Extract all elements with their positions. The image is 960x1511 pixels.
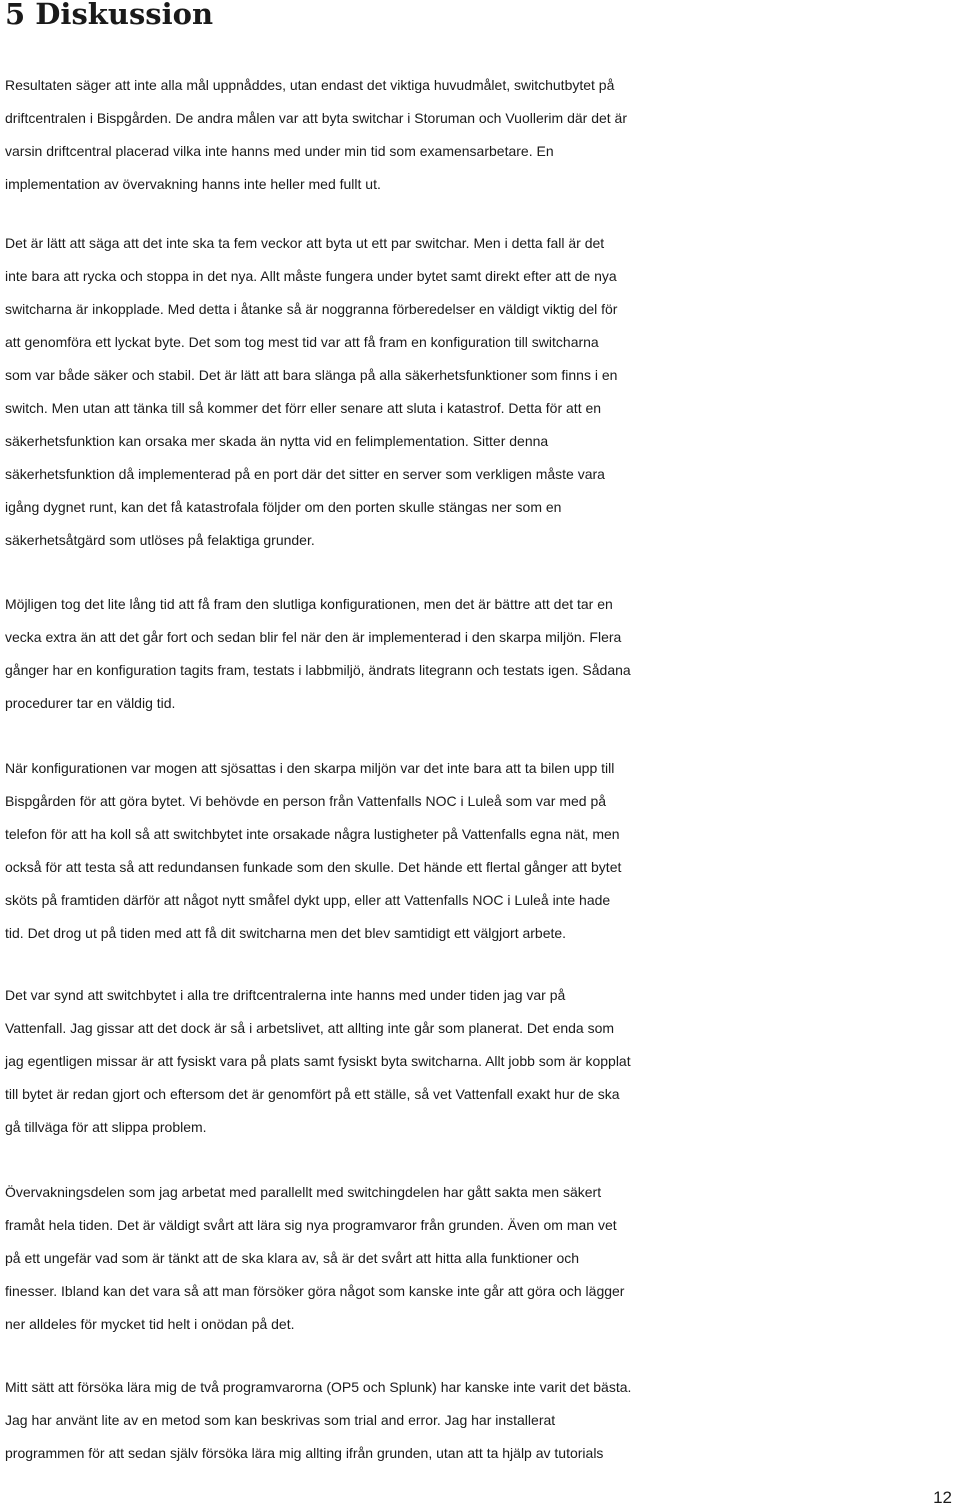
text-line: Det är lätt att säga att det inte ska ta fem veckor att byta ut ett par switchar. Men i detta fall är det — [5, 235, 605, 251]
text-line: telefon för att ha koll så att switchbytet inte orsakade några lustigheter på Vattenfalls egna nät, men — [5, 826, 620, 842]
text-line: Vattenfall. Jag gissar att det dock är så i arbetslivet, att allting inte går som planerat. Det enda som — [5, 1020, 615, 1036]
text-line: också för att testa så att redundansen funkade som den skulle. Det hände ett flertal gånger att bytet — [5, 859, 622, 875]
text-line: Övervakningsdelen som jag arbetat med parallellt med switchingdelen har gått sakta men säkert — [5, 1184, 602, 1200]
paragraph-results — [5, 69, 957, 201]
text-line: Bispgården för att göra bytet. Vi behövde en person från Vattenfalls NOC i Luleå som var med på — [5, 793, 607, 809]
section-heading: 5 Diskussion — [5, 0, 214, 31]
text-line: Resultaten säger att inte alla mål uppnåddes, utan endast det viktiga huvudmålet, switchutbytet på — [5, 77, 615, 93]
text-line: switcharna är inkopplade. Med detta i åtanke så är noggranna förberedelser en väldigt viktig del för — [5, 301, 618, 317]
text-line: implementation av övervakning hanns inte heller med fullt ut. — [5, 176, 381, 192]
paragraph-monitoring — [5, 1176, 957, 1341]
text-line: säkerhetsfunktion kan orsaka mer skada än nytta vid en felimplementation. Sitter denna — [5, 433, 549, 449]
text-line: Jag har använt lite av en metod som kan beskrivas som trial and error. Jag har installerat — [5, 1412, 556, 1428]
text-line: på ett ungefär vad som är tänkt att de ska klara av, så är det svårt att hitta alla funktioner och — [5, 1250, 580, 1266]
text-line: som var både säker och stabil. Det är lätt att bara slänga på alla säkerhetsfunktioner som finns i en — [5, 367, 618, 383]
text-line: vecka extra än att det går fort och sedan blir fel när den är implementerad i den skarpa miljön. Flera — [5, 629, 622, 645]
text-line: procedurer tar en väldig tid. — [5, 695, 176, 711]
text-line: att genomföra ett lyckat byte. Det som tog mest tid var att få fram en konfiguration till switcharna — [5, 334, 599, 350]
page-number: 12 — [933, 1488, 952, 1507]
paragraph-switch-replacement — [5, 227, 957, 557]
text-line: tid. Det drog ut på tiden med att få dit switcharna men det blev samtidigt ett välgjort arbete. — [5, 925, 567, 941]
text-line: säkerhetsåtgärd som utlöses på felaktiga grunder. — [5, 532, 315, 548]
text-line: ner alldeles för mycket tid helt i onödan på det. — [5, 1316, 295, 1332]
text-line: säkerhetsfunktion då implementerad på en port där det sitter en server som verkligen måste vara — [5, 466, 605, 482]
text-line: Möjligen tog det lite lång tid att få fram den slutliga konfigurationen, men det är bättre att det tar en — [5, 596, 613, 612]
text-line: inte bara att rycka och stoppa in det nya. Allt måste fungera under bytet samt direkt efter att de nya — [5, 268, 617, 284]
text-line: gånger har en konfiguration tagits fram, testats i labbmiljö, ändrats litegrann och testats igen. Sådana — [5, 662, 631, 678]
text-line: till bytet är redan gjort och eftersom det är genomfört på ett ställe, så vet Vattenfall exakt hur de ska — [5, 1086, 620, 1102]
text-line: driftcentralen i Bispgården. De andra målen var att byta switchar i Storuman och Vuollerim där det är — [5, 110, 628, 126]
text-line: sköts på framtiden därför att något nytt småfel dykt upp, eller att Vattenfalls NOC i Luleå inte hade — [5, 892, 611, 908]
document-page — [5, 0, 957, 1461]
text-line: jag egentligen missar är att fysiskt vara på plats samt fysiskt byta switcharna. Allt jobb som är kopplat — [5, 1053, 631, 1069]
text-line: programmen för att sedan själv försöka lära mig allting ifrån grunden, utan att ta hjälp av tutorials — [5, 1445, 604, 1461]
text-line: igång dygnet runt, kan det få katastrofala följder om den porten skulle stängas ner som en — [5, 499, 562, 515]
paragraph-deployment — [5, 752, 957, 950]
text-line: gå tillväga för att slippa problem. — [5, 1119, 207, 1135]
text-line: Det var synd att switchbytet i alla tre driftcentralerna inte hanns med under tiden jag var på — [5, 987, 566, 1003]
text-line: Mitt sätt att försöka lära mig de två programvarorna (OP5 och Splunk) har kanske inte varit det bästa. — [5, 1379, 632, 1395]
text-line: När konfigurationen var mogen att sjösattas i den skarpa miljön var det inte bara att ta bilen upp till — [5, 760, 615, 776]
text-line: framåt hela tiden. Det är väldigt svårt att lära sig nya programvaror från grunden. Även om man vet — [5, 1217, 617, 1233]
text-line: varsin driftcentral placerad vilka inte hanns med under min tid som examensarbetare. En — [5, 143, 554, 159]
paragraph-remaining-sites — [5, 979, 957, 1144]
text-line: finesser. Ibland kan det vara så att man försöker göra något som kanske inte går att göra och lägger — [5, 1283, 625, 1299]
text-line: switch. Men utan att tänka till så kommer det förr eller senare att sluta i katastrof. Detta för att en — [5, 400, 602, 416]
paragraph-configuration — [5, 588, 957, 720]
paragraph-learning-method — [5, 1371, 957, 1470]
